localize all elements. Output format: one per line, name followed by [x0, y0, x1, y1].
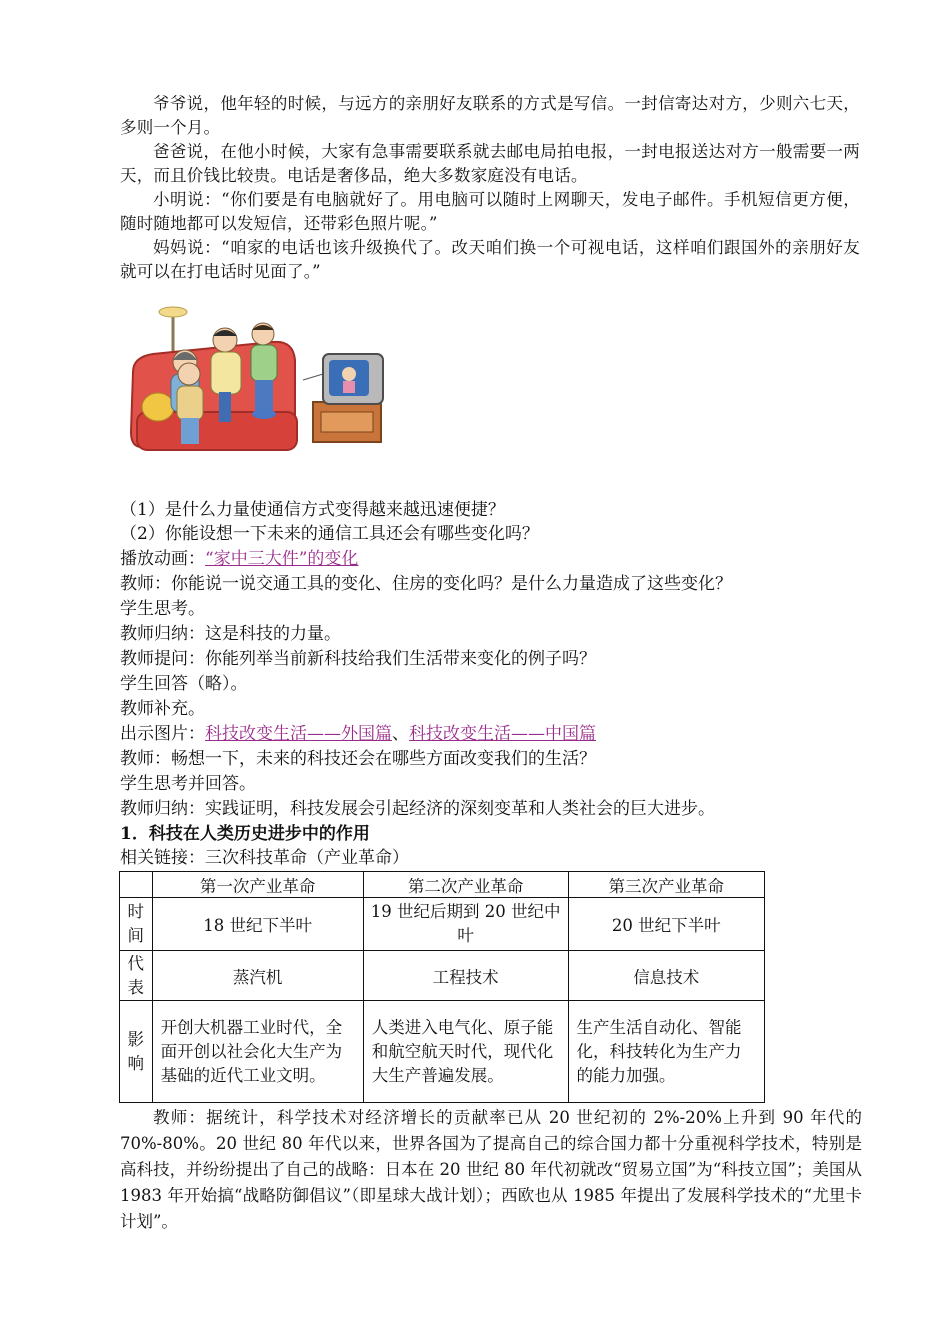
table-cell: 18 世纪下半叶 — [152, 898, 363, 951]
teacher-imagine-future: 教师：畅想一下，未来的科技还会在哪些方面改变我们的生活？ — [120, 749, 596, 769]
table-header-row — [120, 872, 765, 898]
table-row-label: 时 间 — [120, 898, 153, 951]
teacher-question-transport: 教师：你能说一说交通工具的变化、住房的变化吗？是什么力量造成了这些变化？ — [120, 574, 732, 594]
xiaoming-paragraph: 小明说：“你们要是有电脑就好了。用电脑可以随时上网聊天，发电子邮件。手机短信更方便，随时随地都可以发短信，还带彩色照片呢。” — [120, 190, 860, 233]
question-2: （2）你能设想一下未来的通信工具还会有哪些变化吗？ — [120, 524, 539, 544]
table-row — [120, 1001, 765, 1103]
teacher-ask-examples: 教师提问：你能列举当前新科技给我们生活带来变化的例子吗？ — [120, 649, 596, 669]
play-animation-prefix: 播放动画： — [120, 549, 205, 569]
tech-life-foreign-link[interactable]: 科技改变生活——外国篇 — [205, 724, 392, 744]
teacher-summary-practice: 教师归纳：实践证明，科技发展会引起经济的深刻变革和人类社会的巨大进步。 — [120, 799, 715, 819]
grandpa-paragraph: 爷爷说，他年轻的时候，与远方的亲朋好友联系的方式是写信。一封信寄达对方，少则六七天，多则一个月。 — [120, 94, 860, 137]
related-link-label: 相关链接：三次科技革命（产业革命） — [120, 848, 409, 868]
show-pictures-line — [120, 722, 596, 746]
student-answer: 学生回答（略）。 — [120, 674, 248, 694]
table-cell: 信息技术 — [568, 951, 764, 1001]
table-cell: 工程技术 — [363, 951, 568, 1001]
table-header-cell: 第二次产业革命 — [363, 872, 568, 898]
student-think: 学生思考。 — [120, 599, 205, 619]
show-pictures-separator: 、 — [392, 724, 409, 744]
teacher-supplement: 教师补充。 — [120, 699, 205, 719]
student-think-answer: 学生思考并回答。 — [120, 774, 256, 794]
table-cell: 19 世纪后期到 20 世纪中叶 — [363, 898, 568, 951]
home-three-items-link[interactable]: “家中三大件”的变化 — [205, 549, 359, 569]
table-row-label: 影 响 — [120, 1001, 153, 1103]
table-row — [120, 951, 765, 1001]
section-heading: 1．科技在人类历史进步中的作用 — [120, 824, 370, 844]
tech-life-china-link[interactable]: 科技改变生活——中国篇 — [409, 724, 596, 744]
table-header-cell: 第一次产业革命 — [152, 872, 363, 898]
table-row — [120, 898, 765, 951]
table-cell: 开创大机器工业时代，全面开创以社会化大生产为基础的近代工业文明。 — [152, 1001, 363, 1103]
family-watching-tv-illustration — [123, 302, 393, 472]
table-cell: 人类进入电气化、原子能和航空航天时代，现代化大生产普遍发展。 — [363, 1001, 568, 1103]
question-1: （1）是什么力量使通信方式变得越来越迅速便捷？ — [120, 500, 505, 520]
industrial-revolutions-table — [119, 871, 765, 1103]
table-cell: 20 世纪下半叶 — [568, 898, 764, 951]
table-corner-cell — [120, 872, 153, 898]
show-pictures-prefix: 出示图片： — [120, 724, 205, 744]
mom-paragraph: 妈妈说：“咱家的电话也该升级换代了。改天咱们换一个可视电话，这样咱们跟国外的亲朋好友就可以在打电话时见面了。” — [120, 238, 860, 281]
table-cell: 生产生活自动化、智能化，科技转化为生产力的能力加强。 — [568, 1001, 764, 1103]
table-cell: 蒸汽机 — [152, 951, 363, 1001]
dad-paragraph: 爸爸说，在他小时候，大家有急事需要联系就去邮电局拍电报，一封电报送达对方一般需要一两天，而且价钱比较贵。电话是奢侈品，绝大多数家庭没有电话。 — [120, 142, 860, 185]
teacher-statistics-paragraph: 教师：据统计，科学技术对经济增长的贡献率已从 20 世纪初的 2%-20%上升到 90 年代的 70%-80%。20 世纪 80 年代以来，世界各国为了提高自己的综合国力都十分重视科学技术，特别是高科技，并纷纷提出了自己的战略：日本在 20 世纪 80 年代初就改“贸易立国”为“科技立国”；美国从 1983 年开始搞“战略防御倡议”（即星球大战计划）；西欧也从 1985 年提出了发展科学技术的“尤里卡计划”。 — [120, 1108, 862, 1231]
table-header-cell: 第三次产业革命 — [568, 872, 764, 898]
teacher-summary-tech-power: 教师归纳：这是科技的力量。 — [120, 624, 341, 644]
table-row-label: 代 表 — [120, 951, 153, 1001]
play-animation-line — [120, 547, 358, 571]
